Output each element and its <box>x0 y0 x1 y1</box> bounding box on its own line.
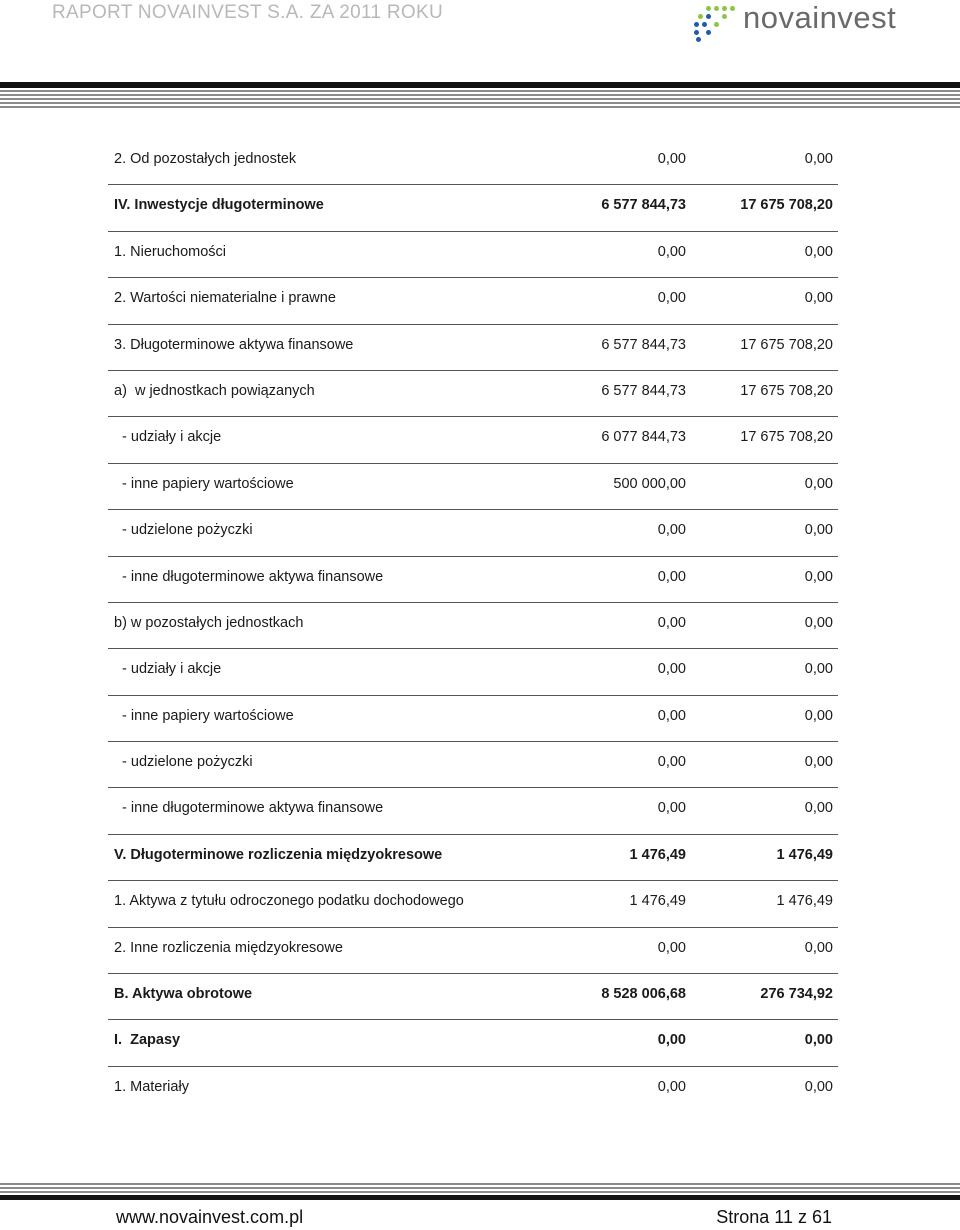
value-2011: 8 528 006,68 <box>601 986 686 1003</box>
value-2011: 6 077 844,73 <box>601 429 686 446</box>
table-row <box>108 510 838 556</box>
value-2010: 0,00 <box>804 522 833 539</box>
row-label: B. Aktywa obrotowe <box>114 986 253 1003</box>
table-row <box>108 139 838 185</box>
row-label: - udzielone pożyczki <box>114 754 253 771</box>
footer-website-link[interactable]: www.novainvest.com.pl <box>116 1207 304 1227</box>
table-row <box>108 1067 838 1113</box>
value-2010: 0,00 <box>804 707 833 724</box>
value-2010: 0,00 <box>804 568 833 585</box>
header-stripes <box>0 90 960 108</box>
row-label: - inne długoterminowe aktywa finansowe <box>114 568 384 585</box>
value-2011: 6 577 844,73 <box>601 197 686 214</box>
row-label: - inne papiery wartościowe <box>114 475 294 492</box>
row-label: 2. Od pozostałych jednostek <box>114 151 297 167</box>
value-2010: 0,00 <box>804 614 833 631</box>
table-row <box>108 371 838 417</box>
row-label: 2. Inne rozliczenia międzyokresowe <box>114 939 343 956</box>
table-row <box>108 742 838 788</box>
value-2011: 0,00 <box>657 754 686 771</box>
row-label: 2. Wartości niematerialne i prawne <box>114 290 336 307</box>
table-row <box>108 974 838 1020</box>
logo-text: novainvest <box>743 0 897 35</box>
row-label: 3. Długoterminowe aktywa finansowe <box>114 336 354 353</box>
table-row <box>108 1020 838 1066</box>
table-row <box>108 928 838 974</box>
value-2010: 0,00 <box>804 1032 833 1049</box>
value-2011: 0,00 <box>657 290 686 307</box>
value-2010: 276 734,92 <box>760 986 833 1003</box>
value-2011: 1 476,49 <box>629 893 686 910</box>
logo-dots-icon <box>688 2 748 42</box>
value-2011: 6 577 844,73 <box>601 336 686 353</box>
table-row <box>108 881 838 927</box>
row-label: - inne długoterminowe aktywa finansowe <box>114 800 384 817</box>
value-2010: 1 476,49 <box>776 893 833 910</box>
value-2010: 17 675 708,20 <box>740 429 833 446</box>
page-number: Strona 11 z 61 <box>716 1207 832 1227</box>
value-2011: 1 476,49 <box>629 846 686 863</box>
value-2010: 0,00 <box>804 290 833 307</box>
value-2010: 0,00 <box>804 661 833 678</box>
row-label: 1. Aktywa z tytułu odroczonego podatku dochodowego <box>114 893 464 910</box>
value-2010: 17 675 708,20 <box>740 382 833 399</box>
value-2011: 0,00 <box>657 1078 686 1095</box>
row-label: - udziały i akcje <box>114 661 222 678</box>
table-row <box>108 603 838 649</box>
row-label: b) w pozostałych jednostkach <box>114 614 304 631</box>
row-label: 1. Materiały <box>114 1078 189 1095</box>
balance-sheet-table <box>108 139 838 1113</box>
table-row <box>108 649 838 695</box>
table-row <box>108 417 838 463</box>
table-row <box>108 696 838 742</box>
value-2010: 1 476,49 <box>776 846 833 863</box>
row-label: IV. Inwestycje długoterminowe <box>114 197 324 214</box>
value-2010: 0,00 <box>804 939 833 956</box>
table-row <box>108 325 838 371</box>
row-label: I. Zapasy <box>114 1032 181 1049</box>
value-2011: 0,00 <box>657 1032 686 1049</box>
table-row <box>108 232 838 278</box>
value-2010: 0,00 <box>804 243 833 260</box>
value-2011: 0,00 <box>657 243 686 260</box>
value-2010: 0,00 <box>804 151 833 167</box>
value-2011: 0,00 <box>657 614 686 631</box>
value-2011: 0,00 <box>657 522 686 539</box>
row-label: - udzielone pożyczki <box>114 522 253 539</box>
value-2010: 0,00 <box>804 475 833 492</box>
value-2011: 500 000,00 <box>613 475 686 492</box>
table-row <box>108 557 838 603</box>
header-rule <box>0 82 960 88</box>
value-2010: 17 675 708,20 <box>740 336 833 353</box>
value-2010: 0,00 <box>804 754 833 771</box>
row-label: V. Długoterminowe rozliczenia międzyokresowe <box>114 846 443 863</box>
row-label: - inne papiery wartościowe <box>114 707 294 724</box>
value-2011: 0,00 <box>657 661 686 678</box>
row-label: a) w jednostkach powiązanych <box>114 382 315 399</box>
row-label: 1. Nieruchomości <box>114 243 227 260</box>
footer-stripes <box>0 1183 960 1195</box>
value-2011: 0,00 <box>657 707 686 724</box>
page-header <box>0 0 960 90</box>
table-row <box>108 464 838 510</box>
report-title: RAPORT NOVAINVEST S.A. ZA 2011 ROKU <box>52 2 443 23</box>
value-2011: 0,00 <box>657 151 686 167</box>
value-2010: 0,00 <box>804 1078 833 1095</box>
novainvest-logo <box>688 2 908 42</box>
value-2010: 0,00 <box>804 800 833 817</box>
value-2011: 0,00 <box>657 568 686 585</box>
value-2011: 0,00 <box>657 800 686 817</box>
footer-rule <box>0 1195 960 1200</box>
table-row <box>108 835 838 881</box>
table-row <box>108 278 838 324</box>
table-row <box>108 185 838 231</box>
value-2010: 17 675 708,20 <box>740 197 833 214</box>
value-2011: 0,00 <box>657 939 686 956</box>
value-2011: 6 577 844,73 <box>601 382 686 399</box>
row-label: - udziały i akcje <box>114 429 222 446</box>
table-row <box>108 788 838 834</box>
